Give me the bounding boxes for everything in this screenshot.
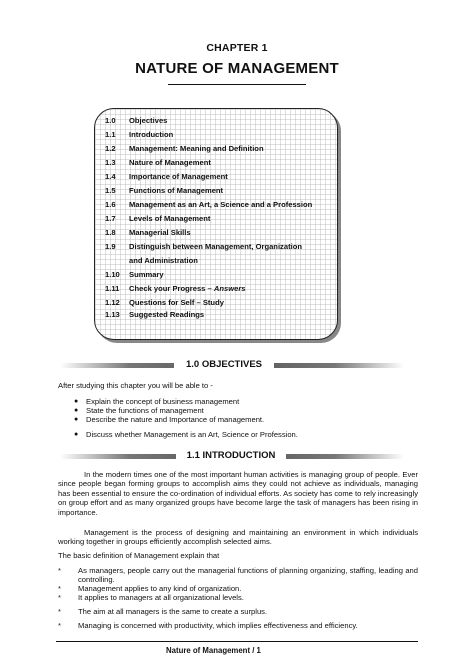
definition-point: It applies to managers at all organizational levels. — [78, 593, 244, 602]
star-bullet-icon: * — [58, 607, 61, 616]
bullet-icon: ● — [74, 431, 79, 438]
definition-point: Managing is concerned with productivity, which implies effectiveness and efficiency. — [78, 621, 358, 630]
objective-item: Explain the concept of business management — [86, 397, 240, 406]
toc-item: 1.10 Summary — [105, 270, 164, 279]
bullet-icon: ● — [74, 398, 79, 405]
objective-item: State the functions of management — [86, 406, 204, 415]
toc-item: 1.0 Objectives — [105, 116, 168, 125]
chapter-title: NATURE OF MANAGEMENT — [135, 60, 339, 77]
bullet-icon: ● — [74, 407, 79, 414]
toc-item: 1.3 Nature of Management — [105, 158, 211, 167]
toc-item: and Administration — [129, 256, 198, 265]
toc-item: 1.11 Check your Progress – Answers — [105, 284, 246, 293]
page-footer: Nature of Management / 1 — [166, 646, 261, 655]
star-bullet-icon: * — [58, 621, 61, 630]
footer-rule — [56, 641, 418, 642]
title-underline — [168, 84, 306, 85]
definition-point: As managers, people carry out the managerial functions of planning organizing, staffing, leading and controlling. — [78, 566, 418, 585]
toc-item: 1.5 Functions of Management — [105, 186, 224, 195]
intro-paragraph: Management is the process of designing and maintaining an environment in which individuals working together in groups efficiently accomplish selected aims. — [58, 528, 418, 547]
chapter-label: CHAPTER 1 — [206, 42, 268, 54]
toc-item: 1.9 Distinguish between Management, Organization — [105, 242, 302, 251]
intro-paragraph: The basic definition of Management explain that — [58, 551, 220, 560]
toc-item: 1.13 Suggested Readings — [105, 310, 205, 319]
toc-item: 1.4 Importance of Management — [105, 172, 228, 181]
objective-item: Describe the nature and Importance of management. — [86, 415, 265, 424]
toc-item: 1.6 Management as an Art, a Science and a Profession — [105, 200, 313, 209]
section-heading-introduction: 1.1 INTRODUCTION — [176, 450, 286, 461]
intro-paragraph: In the modern times one of the most important human activities is managing group of people. Ever since people began forming groups to accomplish aims they could not achieve as individuals, managing has been essential to ensure the co-ordination of individual efforts. As society has come to rely increasingly on group effort and as many organized groups have become large the task of managers has been rising in importance. — [58, 470, 418, 517]
toc-item: 1.12 Questions for Self – Study — [105, 298, 224, 307]
bullet-icon: ● — [74, 416, 79, 423]
toc-item: 1.1 Introduction — [105, 130, 174, 139]
toc-item: 1.8 Managerial Skills — [105, 228, 191, 237]
contents-box — [94, 108, 338, 340]
section-heading-objectives: 1.0 OBJECTIVES — [174, 359, 274, 370]
objectives-intro: After studying this chapter you will be able to - — [58, 381, 213, 390]
toc-item: 1.7 Levels of Management — [105, 214, 211, 223]
star-bullet-icon: * — [58, 593, 61, 602]
toc-item: 1.2 Management: Meaning and Definition — [105, 144, 264, 153]
star-bullet-icon: * — [58, 566, 61, 575]
objective-item: Discuss whether Management is an Art, Science or Profession. — [86, 430, 298, 439]
star-bullet-icon: * — [58, 584, 61, 593]
definition-point: Management applies to any kind of organization. — [78, 584, 242, 593]
definition-point: The aim at all managers is the same to create a surplus. — [78, 607, 268, 616]
